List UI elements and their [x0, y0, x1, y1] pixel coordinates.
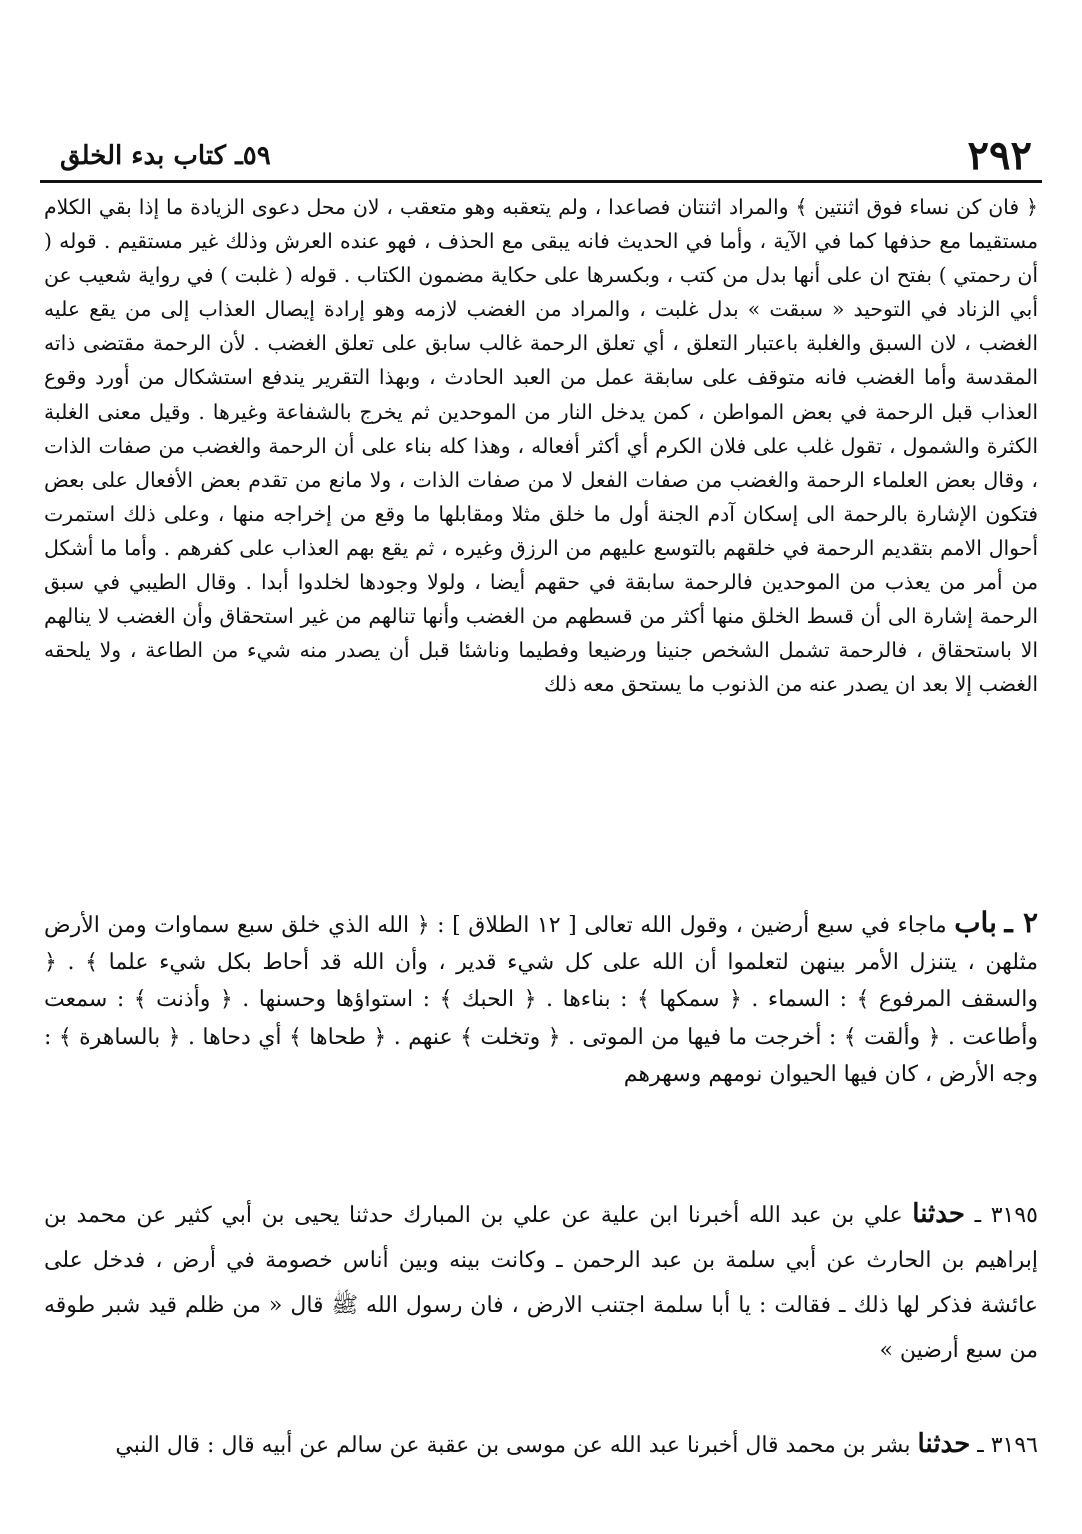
commentary-block [44, 190, 1038, 701]
chapter-heading [44, 904, 1038, 1093]
hadith-3195-text: علي بن عبد الله أخبرنا ابن علية عن علي بن المبارك حدثنا يحيى بن أبي كثير عن محمد بن إبراهيم بن الحارث عن أبي سلمة بن عبد الرحمن ـ وكانت بينه وبين أناس خصومة في أرض ، فدخل على عائشة فذكر لها ذلك ـ فقالت : يا أبا سلمة اجتنب الارض ، فان رسول الله ﷺ قال « من ظلم قيد شبر طوقه من سبع أرضين » [44, 1203, 1038, 1363]
chapter-number: ٢ ـ [1004, 906, 1038, 939]
hadith-3195-paragraph [44, 1192, 1038, 1373]
hadith-3196-number: ٣١٩٦ ـ [977, 1433, 1038, 1458]
hadith-3195-number: ٣١٩٥ ـ [974, 1203, 1038, 1228]
commentary-text: ﴿ فان كن نساء فوق اثنتين ﴾ والمراد اثنتان فصاعدا ، ولم يتعقبه وهو متعقب ، لان محل دعوى الزيادة ما إذا بقي الكلام مستقيما مع حذفها كما في الآية ، وأما في الحديث فانه يبقى مع الحذف ، فهو عنده العرش وذلك غير مستقيم . قوله ( أن رحمتي ) بفتح ان على أنها بدل من كتب ، وبكسرها على حكاية مضمون الكتاب . قوله ( غلبت ) في رواية شعيب عن أبي الزناد في التوحيد « سبقت » بدل غلبت ، والمراد من الغضب لازمه وهو إرادة إيصال العذاب إلى من يقع عليه الغضب ، لان السبق والغلبة باعتبار التعلق ، أي تعلق الرحمة غالب سابق على تعلق الغضب . لأن الرحمة مقتضى ذاته المقدسة وأما الغضب فانه متوقف على سابقة عمل من العبد الحادث ، وبهذا التقرير يندفع استشكال من أورد وقوع العذاب قبل الرحمة في بعض المواطن ، كمن يدخل النار من الموحدين ثم يخرج بالشفاعة وغيرها . وقيل معنى الغلبة الكثرة والشمول ، تقول غلب على فلان الكرم أي أكثر أفعاله ، وهذا كله بناء على أن الرحمة والغضب من صفات الذات ، وقال بعض العلماء الرحمة والغضب من صفات الفعل لا من صفات الذات ، ولا مانع من تقدم بعض الأفعال على بعض فتكون الإشارة بالرحمة الى إسكان آدم الجنة أول ما خلق مثلا ومقابلها ما وقع من إخراجه منها ، وعلى ذلك استمرت أحوال الامم بتقديم الرحمة في خلقهم بالتوسع عليهم من الرزق وغيره ، ثم يقع بهم العذاب على كفرهم . وأما ما أشكل من أمر من يعذب من الموحدين فالرحمة سابقة في حقهم أيضا ، ولولا وجودها لخلدوا أبدا . وقال الطيبي في سبق الرحمة إشارة الى أن قسط الخلق منها أكثر من قسطهم من الغضب وأنها تنالهم من غير استحقاق وأن الغضب لا ينالهم الا باستحقاق ، فالرحمة تشمل الشخص جنينا ورضيعا وفطيما وناشئا قبل أن يصدر منه شيء من الطاعة ، ولا يلحقه الغضب إلا بعد ان يصدر عنه من الذنوب ما يستحق معه ذلك [44, 195, 1039, 697]
header-rule [40, 180, 1042, 183]
hadith-3196-text: بشر بن محمد قال أخبرنا عبد الله عن موسى بن عقبة عن سالم عن أبيه قال : قال النبي [115, 1433, 911, 1458]
page-number: ٢٩٢ [967, 132, 1032, 179]
chapter-text: ماجاء في سبع أرضين ، وقول الله تعالى [ ١٢ الطلاق ] : ﴿ الله الذي خلق سبع سماوات ومن الأرض مثلهن ، يتنزل الأمر بينهن لتعلموا أن الله على كل شيء قدير ، وأن الله قد أحاط بكل شيء علما ﴾ . ﴿ والسقف المرفوع ﴾ : السماء . ﴿ سمكها ﴾ : بناءها . ﴿ الحبك ﴾ : استواؤها وحسنها . ﴿ وأذنت ﴾ : سمعت وأطاعت . ﴿ وألقت ﴾ : أخرجت ما فيها من الموتى . ﴿ وتخلت ﴾ عنهم . ﴿ طحاها ﴾ أي دحاها . ﴿ بالساهرة ﴾ : وجه الأرض ، كان فيها الحيوان نومهم وسهرهم [44, 913, 1038, 1087]
page-header [40, 134, 1042, 178]
chapter-paragraph [44, 904, 1038, 1093]
hadith-3196-haddathana: حدثنا [917, 1429, 971, 1459]
hadith-3195 [44, 1192, 1038, 1373]
hadith-3196 [44, 1424, 1038, 1466]
chapter-bab-label: باب [954, 906, 997, 939]
running-title: ٥٩ـ كتاب بدء الخلق [60, 141, 271, 171]
hadith-3195-haddathana: حدثنا [912, 1199, 966, 1229]
hadith-3196-paragraph [44, 1424, 1038, 1466]
